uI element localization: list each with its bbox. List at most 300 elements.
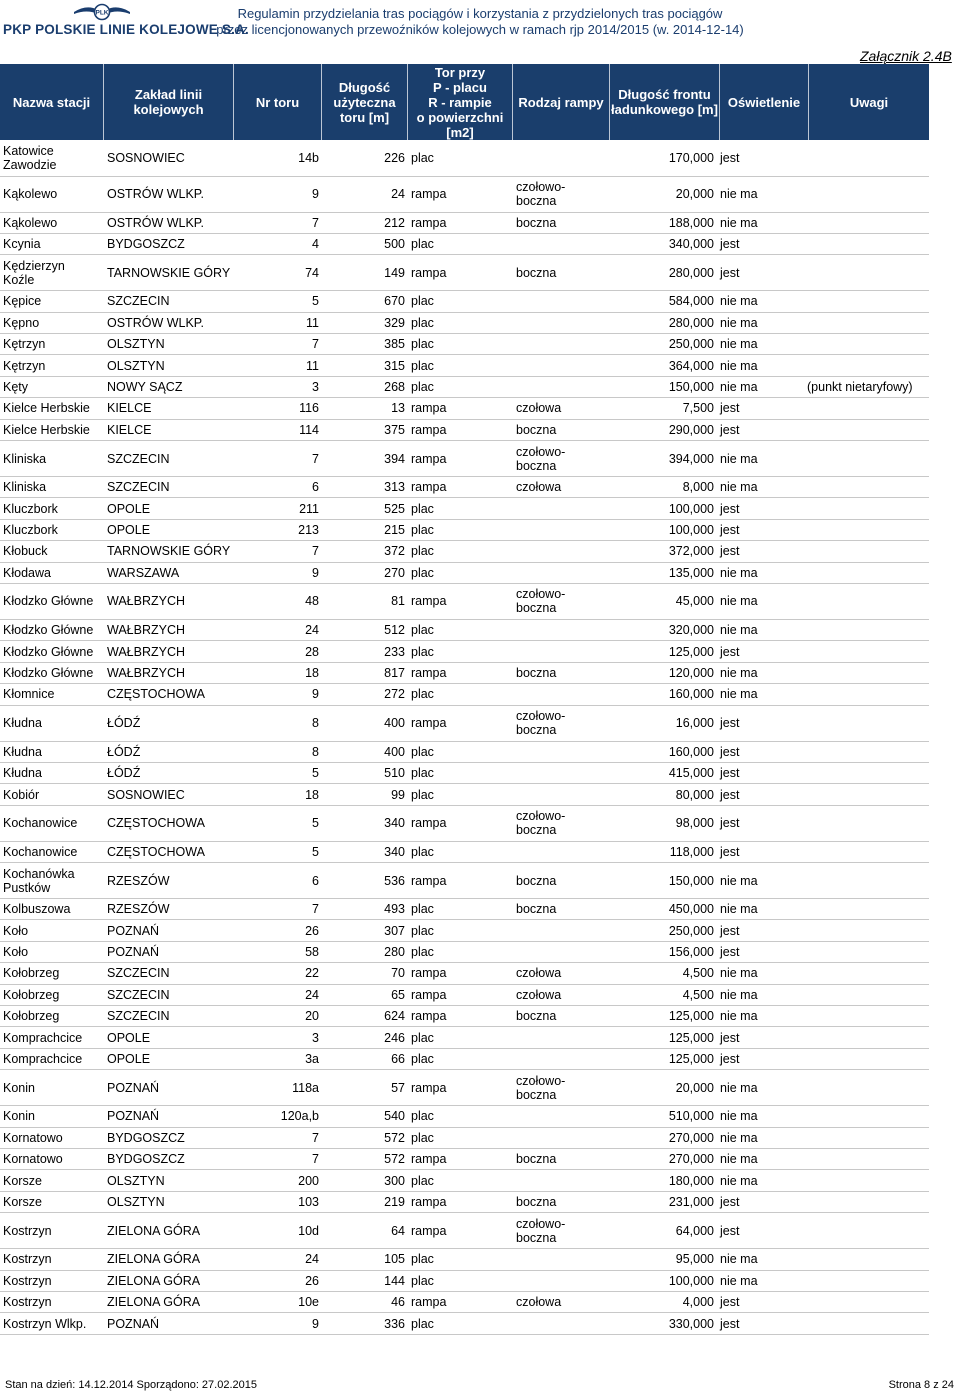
track-length-cell: 400	[322, 705, 408, 741]
column-header-remarks: Uwagi	[849, 94, 889, 110]
station-name-cell: Kąkolewo	[0, 176, 104, 212]
station-name-cell: Kołobrzeg	[0, 984, 104, 1005]
track-number-cell: 7	[234, 334, 322, 355]
lighting-cell: jest	[717, 1191, 804, 1212]
station-name-cell: Kąkolewo	[0, 212, 104, 233]
loading-front-cell: 188,000	[605, 212, 717, 233]
lighting-cell: nie ma	[717, 963, 804, 984]
ramp-type-cell: czołowa	[513, 1291, 605, 1312]
plant-cell: ŁÓDŹ	[104, 705, 234, 741]
plant-cell: BYDGOSZCZ	[104, 1149, 234, 1170]
track-location-cell: plac	[408, 519, 513, 540]
track-length-cell: 512	[322, 619, 408, 640]
station-name-cell: Kłobuck	[0, 541, 104, 562]
track-location-cell: rampa	[408, 662, 513, 683]
table-row	[0, 684, 929, 705]
track-number-cell: 3a	[234, 1048, 322, 1069]
railway-emblem-icon	[72, 2, 132, 22]
track-length-cell: 500	[322, 233, 408, 254]
plant-cell: OSTRÓW WLKP.	[104, 212, 234, 233]
track-number-cell: 116	[234, 398, 322, 419]
track-number-cell: 9	[234, 176, 322, 212]
ramp-type-cell	[513, 312, 605, 333]
station-name-cell: Kętrzyn	[0, 334, 104, 355]
loading-front-cell: 372,000	[605, 541, 717, 562]
remarks-cell	[804, 212, 929, 233]
track-number-cell: 8	[234, 705, 322, 741]
track-number-cell: 5	[234, 841, 322, 862]
track-length-cell: 65	[322, 984, 408, 1005]
plant-cell: KIELCE	[104, 398, 234, 419]
track-number-cell: 3	[234, 1027, 322, 1048]
track-length-cell: 572	[322, 1127, 408, 1148]
track-location-cell: plac	[408, 562, 513, 583]
track-number-cell: 20	[234, 1006, 322, 1027]
remarks-cell	[804, 662, 929, 683]
remarks-cell	[804, 1191, 929, 1212]
lighting-cell: jest	[717, 498, 804, 519]
track-number-cell: 11	[234, 312, 322, 333]
table-row	[0, 541, 929, 562]
table-row	[0, 441, 929, 477]
plant-cell: SZCZECIN	[104, 291, 234, 312]
plant-cell: OLSZTYN	[104, 1191, 234, 1212]
loading-front-cell: 250,000	[605, 334, 717, 355]
lighting-cell: jest	[717, 705, 804, 741]
track-number-cell: 74	[234, 255, 322, 291]
station-name-cell: Koło	[0, 941, 104, 962]
ramp-type-cell: boczna	[513, 899, 605, 920]
column-header-ramp-type: Rodzaj rampy	[513, 64, 610, 140]
track-location-cell: rampa	[408, 1149, 513, 1170]
remarks-cell	[804, 583, 929, 619]
station-name-cell: Kochanowice	[0, 805, 104, 841]
station-name-cell: Kłodzko Główne	[0, 641, 104, 662]
track-length-cell: 300	[322, 1170, 408, 1191]
track-length-cell: 280	[322, 941, 408, 962]
plant-cell: OSTRÓW WLKP.	[104, 176, 234, 212]
lighting-cell: jest	[717, 1213, 804, 1249]
track-length-cell: 340	[322, 841, 408, 862]
loading-front-cell: 330,000	[605, 1313, 717, 1334]
remarks-cell	[804, 941, 929, 962]
loading-front-cell: 231,000	[605, 1191, 717, 1212]
ramp-type-cell: boczna	[513, 1149, 605, 1170]
ramp-type-cell	[513, 498, 605, 519]
loading-front-cell: 7,500	[605, 398, 717, 419]
document-title-line-2: przez licencjonowanych przewoźników kolejowych w ramach rjp 2014/2015 (w. 2014-12-14)	[216, 22, 744, 37]
track-number-cell: 18	[234, 784, 322, 805]
remarks-cell	[804, 805, 929, 841]
remarks-cell	[804, 541, 929, 562]
loading-front-cell: 280,000	[605, 255, 717, 291]
table-row	[0, 920, 929, 941]
ramp-type-cell	[513, 762, 605, 783]
station-name-cell: Konin	[0, 1106, 104, 1127]
lighting-cell: jest	[717, 1313, 804, 1334]
plant-cell: TARNOWSKIE GÓRY	[104, 255, 234, 291]
track-length-cell: 372	[322, 541, 408, 562]
ramp-type-cell: boczna	[513, 419, 605, 440]
lighting-cell: jest	[717, 805, 804, 841]
ramp-type-cell: boczna	[513, 255, 605, 291]
lighting-cell: jest	[717, 941, 804, 962]
track-location-cell: plac	[408, 641, 513, 662]
track-number-cell: 211	[234, 498, 322, 519]
table-row	[0, 841, 929, 862]
lighting-cell: nie ma	[717, 291, 804, 312]
plant-cell: CZĘSTOCHOWA	[104, 805, 234, 841]
station-name-cell: Korsze	[0, 1191, 104, 1212]
table-row	[0, 899, 929, 920]
plant-cell: OPOLE	[104, 1048, 234, 1069]
track-location-cell: plac	[408, 233, 513, 254]
station-name-cell: Konin	[0, 1070, 104, 1106]
remarks-cell	[804, 684, 929, 705]
track-number-cell: 5	[234, 762, 322, 783]
track-length-cell: 149	[322, 255, 408, 291]
plant-cell: WAŁBRZYCH	[104, 641, 234, 662]
track-length-cell: 219	[322, 1191, 408, 1212]
track-length-cell: 340	[322, 805, 408, 841]
remarks-cell	[804, 619, 929, 640]
table-row	[0, 1270, 929, 1291]
track-number-cell: 48	[234, 583, 322, 619]
table-row	[0, 741, 929, 762]
ramp-type-cell	[513, 541, 605, 562]
ramp-type-cell: czołowo- boczna	[513, 176, 605, 212]
plant-cell: SOSNOWIEC	[104, 784, 234, 805]
station-name-cell: Kłudna	[0, 762, 104, 783]
lighting-cell: nie ma	[717, 562, 804, 583]
track-location-cell: plac	[408, 1027, 513, 1048]
track-number-cell: 8	[234, 741, 322, 762]
station-name-cell: Kołobrzeg	[0, 1006, 104, 1027]
ramp-type-cell	[513, 1106, 605, 1127]
track-length-cell: 57	[322, 1070, 408, 1106]
plant-cell: SZCZECIN	[104, 441, 234, 477]
lighting-cell: jest	[717, 1027, 804, 1048]
company-name: PKP POLSKIE LINIE KOLEJOWE S.A.	[3, 22, 249, 37]
track-length-cell: 572	[322, 1149, 408, 1170]
table-row	[0, 784, 929, 805]
ramp-type-cell: czołowa	[513, 398, 605, 419]
track-location-cell: plac	[408, 1048, 513, 1069]
plant-cell: ŁÓDŹ	[104, 762, 234, 783]
station-name-cell: Katowice Zawodzie	[0, 140, 104, 176]
track-number-cell: 118a	[234, 1070, 322, 1106]
station-name-cell: Kłodzko Główne	[0, 619, 104, 640]
lighting-cell: nie ma	[717, 1170, 804, 1191]
remarks-cell	[804, 899, 929, 920]
track-length-cell: 624	[322, 1006, 408, 1027]
loading-front-cell: 98,000	[605, 805, 717, 841]
track-number-cell: 5	[234, 805, 322, 841]
track-number-cell: 9	[234, 684, 322, 705]
track-length-cell: 66	[322, 1048, 408, 1069]
plant-cell: CZĘSTOCHOWA	[104, 841, 234, 862]
plant-cell: NOWY SĄCZ	[104, 376, 234, 397]
track-length-cell: 246	[322, 1027, 408, 1048]
station-name-cell: Kętrzyn	[0, 355, 104, 376]
plant-cell: OLSZTYN	[104, 1170, 234, 1191]
station-name-cell: Kłudna	[0, 705, 104, 741]
loading-front-cell: 150,000	[605, 376, 717, 397]
remarks-cell	[804, 334, 929, 355]
track-length-cell: 212	[322, 212, 408, 233]
station-name-cell: Kochanówka Pustków	[0, 863, 104, 899]
track-length-cell: 13	[322, 398, 408, 419]
track-location-cell: plac	[408, 498, 513, 519]
lighting-cell: jest	[717, 398, 804, 419]
station-name-cell: Kęty	[0, 376, 104, 397]
ramp-type-cell: czołowa	[513, 963, 605, 984]
track-location-cell: plac	[408, 941, 513, 962]
lighting-cell: jest	[717, 519, 804, 540]
remarks-cell	[804, 1127, 929, 1148]
track-number-cell: 24	[234, 1249, 322, 1270]
loading-front-cell: 120,000	[605, 662, 717, 683]
track-location-cell: rampa	[408, 805, 513, 841]
column-header-track-location: Tor przy P - placu R - rampie o powierzchni [m2]	[408, 64, 513, 140]
track-location-cell: rampa	[408, 398, 513, 419]
loading-front-cell: 450,000	[605, 899, 717, 920]
remarks-cell	[804, 233, 929, 254]
lighting-cell: nie ma	[717, 583, 804, 619]
plant-cell: RZESZÓW	[104, 899, 234, 920]
track-length-cell: 817	[322, 662, 408, 683]
track-number-cell: 26	[234, 920, 322, 941]
ramp-type-cell	[513, 684, 605, 705]
track-location-cell: plac	[408, 312, 513, 333]
track-location-cell: plac	[408, 1249, 513, 1270]
track-number-cell: 7	[234, 899, 322, 920]
ramp-type-cell: czołowo- boczna	[513, 805, 605, 841]
track-length-cell: 493	[322, 899, 408, 920]
track-location-cell: plac	[408, 376, 513, 397]
track-location-cell: rampa	[408, 863, 513, 899]
plant-cell: ŁÓDŹ	[104, 741, 234, 762]
remarks-cell	[804, 498, 929, 519]
track-location-cell: plac	[408, 541, 513, 562]
plant-cell: OLSZTYN	[104, 334, 234, 355]
table-row	[0, 984, 929, 1005]
table-row	[0, 176, 929, 212]
track-length-cell: 272	[322, 684, 408, 705]
lighting-cell: jest	[717, 784, 804, 805]
ramp-type-cell: czołowo- boczna	[513, 1070, 605, 1106]
track-number-cell: 7	[234, 441, 322, 477]
track-location-cell: rampa	[408, 705, 513, 741]
lighting-cell: nie ma	[717, 1006, 804, 1027]
track-location-cell: rampa	[408, 1006, 513, 1027]
table-row	[0, 334, 929, 355]
loading-front-cell: 64,000	[605, 1213, 717, 1249]
plant-cell: WAŁBRZYCH	[104, 583, 234, 619]
ramp-type-cell	[513, 140, 605, 176]
table-header	[0, 64, 929, 140]
company-logo	[0, 0, 249, 42]
remarks-cell	[804, 705, 929, 741]
lighting-cell: nie ma	[717, 212, 804, 233]
remarks-cell	[804, 312, 929, 333]
table-row	[0, 662, 929, 683]
table-row	[0, 1170, 929, 1191]
table-row	[0, 805, 929, 841]
station-name-cell: Kornatowo	[0, 1127, 104, 1148]
loading-front-cell: 180,000	[605, 1170, 717, 1191]
track-length-cell: 99	[322, 784, 408, 805]
plant-cell: BYDGOSZCZ	[104, 233, 234, 254]
column-header-plant: Zakład linii kolejowych	[104, 64, 234, 140]
plant-cell: WARSZAWA	[104, 562, 234, 583]
loading-front-cell: 340,000	[605, 233, 717, 254]
plant-cell: SOSNOWIEC	[104, 140, 234, 176]
annex-label: Załącznik 2.4B	[860, 48, 952, 64]
track-location-cell: rampa	[408, 1291, 513, 1312]
column-header-track-number: Nr toru	[234, 64, 322, 140]
track-location-cell: plac	[408, 1313, 513, 1334]
remarks-cell	[804, 255, 929, 291]
ramp-type-cell	[513, 562, 605, 583]
track-length-cell: 540	[322, 1106, 408, 1127]
track-number-cell: 26	[234, 1270, 322, 1291]
ramp-type-cell: boczna	[513, 1191, 605, 1212]
station-name-cell: Kornatowo	[0, 1149, 104, 1170]
loading-front-cell: 125,000	[605, 1048, 717, 1069]
footer-date: Stan na dzień: 14.12.2014 Sporządono: 27.02.2015	[5, 1379, 257, 1391]
track-location-cell: rampa	[408, 963, 513, 984]
loading-front-cell: 118,000	[605, 841, 717, 862]
lighting-cell: nie ma	[717, 376, 804, 397]
column-header-lighting: Oświetlenie	[720, 64, 809, 140]
track-location-cell: plac	[408, 1106, 513, 1127]
table-row	[0, 619, 929, 640]
track-number-cell: 7	[234, 541, 322, 562]
ramp-type-cell	[513, 334, 605, 355]
plant-cell: SZCZECIN	[104, 1006, 234, 1027]
table-row	[0, 376, 929, 397]
loading-front-cell: 364,000	[605, 355, 717, 376]
remarks-cell	[804, 1213, 929, 1249]
lighting-cell: jest	[717, 762, 804, 783]
loading-front-cell: 125,000	[605, 1006, 717, 1027]
table-row	[0, 705, 929, 741]
loading-front-cell: 280,000	[605, 312, 717, 333]
track-number-cell: 11	[234, 355, 322, 376]
track-length-cell: 525	[322, 498, 408, 519]
station-name-cell: Kłodawa	[0, 562, 104, 583]
station-name-cell: Kliniska	[0, 477, 104, 498]
table-row	[0, 477, 929, 498]
track-length-cell: 105	[322, 1249, 408, 1270]
remarks-cell	[804, 1070, 929, 1106]
station-name-cell: Kielce Herbskie	[0, 419, 104, 440]
track-length-cell: 394	[322, 441, 408, 477]
lighting-cell: nie ma	[717, 984, 804, 1005]
track-number-cell: 6	[234, 863, 322, 899]
lighting-cell: nie ma	[717, 684, 804, 705]
lighting-cell: nie ma	[717, 1149, 804, 1170]
table-row	[0, 498, 929, 519]
track-location-cell: rampa	[408, 212, 513, 233]
remarks-cell	[804, 1270, 929, 1291]
ramp-type-cell	[513, 619, 605, 640]
station-name-cell: Kluczbork	[0, 519, 104, 540]
document-title	[215, 6, 745, 38]
ramp-type-cell: czołowo- boczna	[513, 705, 605, 741]
remarks-cell	[804, 841, 929, 862]
plant-cell: OLSZTYN	[104, 355, 234, 376]
loading-front-cell: 100,000	[605, 498, 717, 519]
table-row	[0, 140, 929, 176]
table-row	[0, 641, 929, 662]
loading-front-cell: 100,000	[605, 519, 717, 540]
loading-front-cell: 270,000	[605, 1127, 717, 1148]
ramp-type-cell	[513, 1127, 605, 1148]
table-row	[0, 1006, 929, 1027]
plant-cell: TARNOWSKIE GÓRY	[104, 541, 234, 562]
station-name-cell: Kędzierzyn Koźle	[0, 255, 104, 291]
loading-front-cell: 156,000	[605, 941, 717, 962]
lighting-cell: nie ma	[717, 1127, 804, 1148]
lighting-cell: nie ma	[717, 334, 804, 355]
lighting-cell: nie ma	[717, 176, 804, 212]
track-length-cell: 336	[322, 1313, 408, 1334]
ramp-type-cell	[513, 1313, 605, 1334]
station-name-cell: Kolbuszowa	[0, 899, 104, 920]
ramp-type-cell	[513, 1027, 605, 1048]
column-header-loading-front: Długość frontu ładunkowego [m]	[610, 64, 720, 140]
track-location-cell: plac	[408, 291, 513, 312]
track-number-cell: 6	[234, 477, 322, 498]
loading-front-cell: 95,000	[605, 1249, 717, 1270]
loading-front-cell: 125,000	[605, 1027, 717, 1048]
track-length-cell: 24	[322, 176, 408, 212]
table-row	[0, 255, 929, 291]
lighting-cell: jest	[717, 255, 804, 291]
station-name-cell: Koło	[0, 920, 104, 941]
remarks-cell	[804, 984, 929, 1005]
loading-front-cell: 20,000	[605, 1070, 717, 1106]
track-length-cell: 81	[322, 583, 408, 619]
table-row	[0, 562, 929, 583]
loading-front-cell: 16,000	[605, 705, 717, 741]
remarks-cell	[804, 477, 929, 498]
track-length-cell: 233	[322, 641, 408, 662]
track-location-cell: rampa	[408, 255, 513, 291]
station-name-cell: Kostrzyn	[0, 1213, 104, 1249]
track-location-cell: rampa	[408, 441, 513, 477]
station-name-cell: Kluczbork	[0, 498, 104, 519]
track-number-cell: 114	[234, 419, 322, 440]
plant-cell: POZNAŃ	[104, 920, 234, 941]
ramp-type-cell	[513, 291, 605, 312]
lighting-cell: nie ma	[717, 441, 804, 477]
plant-cell: SZCZECIN	[104, 963, 234, 984]
track-length-cell: 226	[322, 140, 408, 176]
track-location-cell: rampa	[408, 984, 513, 1005]
loading-front-cell: 415,000	[605, 762, 717, 783]
loading-front-cell: 290,000	[605, 419, 717, 440]
table-row	[0, 1213, 929, 1249]
remarks-cell	[804, 641, 929, 662]
track-location-cell: plac	[408, 684, 513, 705]
remarks-cell	[804, 762, 929, 783]
loading-front-cell: 320,000	[605, 619, 717, 640]
station-name-cell: Kłomnice	[0, 684, 104, 705]
remarks-cell	[804, 1048, 929, 1069]
